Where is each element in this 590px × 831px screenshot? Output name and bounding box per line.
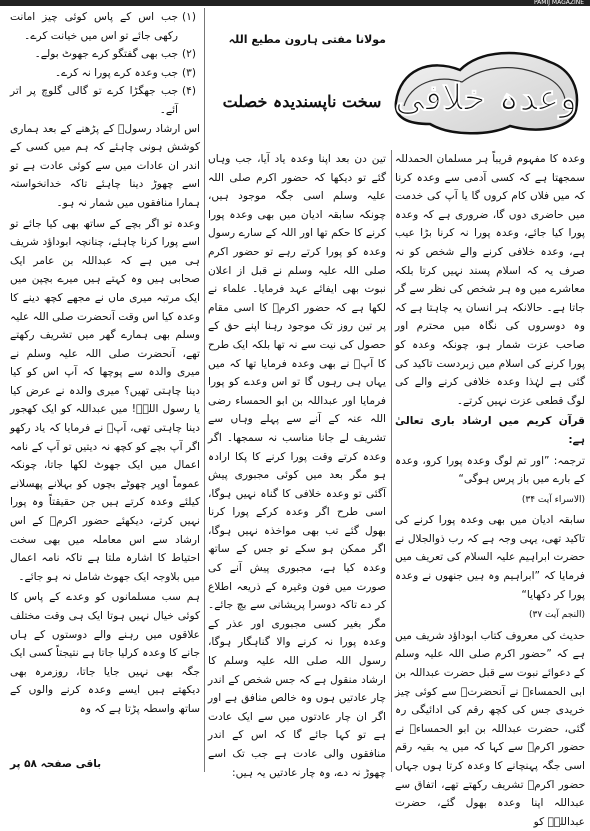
left-column bbox=[10, 8, 200, 772]
paragraph: حدیث کی معروف کتاب ابوداؤد شریف میں ہے کہ ”حضور اکرم صلی اللہ علیہ وسلم کے دعوائے نبوت سے قبل حضرت عبداللہ بن ابی الحمساءؓ نے آنحضرتؐ سے کوئی چیز خریدی جس کی کچھ رقم کی ادائیگی رہ گئی، حضرت عبداللہ بن ابو الحمساءؓ نے حضور اکرمؐ سے کہا کہ میں یہ بقیہ رقم اسی جگہ پہنچانے کا وعدہ کرتا ہوں جہاں حضور اکرمؐ تشریف رکھتے تھے، اتفاق سے عبداللہ اپنا وعدہ بھول گئے، حضرت عبداللہؓ کو bbox=[395, 629, 585, 828]
column-divider bbox=[391, 150, 392, 772]
list-number: (۲) bbox=[182, 48, 196, 61]
article-subtitle: سخت ناپسندیدہ خصلت bbox=[222, 92, 382, 111]
list-text: جب وعدہ کرے پورا نہ کرے۔ bbox=[54, 66, 178, 79]
list-text: جب اس کے پاس کوئی چیز امانت رکھی جائے تو اس میں خیانت کرے۔ bbox=[10, 11, 178, 42]
quran-translation: ترجمہ: ”اور تم لوگ وعدہ پورا کرو، وعدہ کے بارے میں باز پرس ہوگی“ bbox=[395, 454, 585, 486]
list-item bbox=[10, 64, 200, 83]
continued-on-page: باقی صفحہ ۵۸ پر bbox=[10, 758, 102, 770]
paragraph: وعدہ تو اگر بچے کے ساتھ بھی کیا جائے تو اسے پورا کرنا چاہئے، چنانچہ ابوداؤد شریف ہی میں ہے کہ عبداللہ بن عامر ایک صحابی ہیں وہ کہتے ہیں میرے بچپن میں ایک مرتبہ میری ماں نے مجھے کچھ دینے کا وعدہ کیا اس وقت آنحضرت صلی اللہ علیہ وسلم بھی ہمارے گھر میں تشریف رکھتے تھے، آنحضرت صلی اللہ علیہ وسلم نے میری والدہ سے پوچھا کہ آپ اس کو کیا دینا چاہتی تھیں؟ میری والدہ نے عرض کیا یا رسول اللہؐ! میں عبداللہ کو ایک کھجور دینا چاہتی تھی، آپؐ نے فرمایا کہ یاد رکھو اگر آپ بچے کو کچھ نہ دیتیں تو آپ کے نامہ اعمال میں ایک جھوٹ لکھا جاتا، چونکہ عموماً اوپر چھوٹے بچوں کو بہلانے پھسلانے کیلئے وعدہ کرتے ہیں جن حقیقتاً وہ پورا نہیں کرتے، دیکھئے حضور اکرمؐ کے اس ارشاد سے اس معاملہ میں بھی سخت احتیاط کا اشارہ ملتا ہے تاکہ نامہ اعمال میں بلاوجہ ایک جھوٹ شامل نہ ہو جائے۔ bbox=[10, 217, 200, 583]
quran-reference: (الاسراء آیت ۳۴) bbox=[521, 494, 585, 505]
author-name: مولانا مفتی ہارون مطیع اللہ bbox=[228, 33, 386, 46]
title-text: وعدہ خلافی bbox=[394, 77, 578, 119]
list-number: (۴) bbox=[182, 85, 196, 98]
header-strip bbox=[0, 0, 590, 6]
paragraph: اس ارشاد رسولؐ کے پڑھنے کے بعد ہماری کوشش ہونی چاہئے کہ ہم میں کسی کے اندر ان عادات میں سے کوئی عادت ہے تو اسے چھوڑ دینا چاہئے تاکہ خدانخواستہ ہمارا منافقوں میں شمار نہ ہو۔ bbox=[10, 122, 200, 209]
paragraph: وعدہ کا مفہوم قریباً ہر مسلمان الحمدللہ سمجھتا ہے کہ کسی آدمی سے وعدہ کرنا کہ میں فلاں کام کروں گا یا آپ کی خدمت میں حاضری دوں گا، ضروری ہے کہ وعدہ پورا کیا جائے، وعدہ پورا نہ کرنا بڑا عیب ہے، وعدہ خلافی کرنے والے شخص کو نہ صرف یہ کہ اسلام پسند نہیں کرتا بلکہ معاشرے میں وہ ہر شخص کی نظر سے گر جاتا ہے۔ حالانکہ ہر انسان یہ چاہتا ہے کہ وہ دوسروں کی نگاہ میں محترم اور صاحب عزت شمار ہو، چونکہ وعدہ کو پورا کرنے کی اسلام میں زبردست تاکید کی گئی ہے لہٰذا وعدہ خلافی کرنے والے کی لوگ قطعی عزت نہیں کرتے۔ bbox=[395, 153, 585, 407]
paragraph: ہم سب مسلمانوں کو وعدے کے پاس کا کوئی خیال نہیں ہوتا ایک ہی وقت مختلف علاقوں میں رہنے والے دوستوں کے ہاں جانے کا وعدہ کرلیا جاتا ہے نتیجتاً کسی ایک جگہ بھی نہیں جایا جاتا، روزمرہ بھی دیکھتے ہیں ایسے وعدہ کرنے والوں کے ساتھ واسطہ پڑتا ہے کہ وہ bbox=[10, 591, 200, 715]
list-number: (۱) bbox=[182, 11, 196, 23]
right-column bbox=[395, 150, 585, 828]
paragraph: سابقہ ادیان میں بھی وعدہ پورا کرنے کی تاکید تھی، یہی وجہ ہے کہ رب ذوالجلال نے حضرت ابراہیم علیہ السلام کی تعریف میں فرمایا کہ ”ابراہیم وہ ہیں جنھوں نے وعدہ پورا کر دکھایا“ bbox=[395, 514, 585, 601]
list-item bbox=[10, 45, 200, 64]
quran-intro: قرآن کریم میں ارشاد باری تعالیٰ ہے: bbox=[395, 415, 585, 446]
list-number: (۳) bbox=[182, 66, 196, 79]
quran-reference: (النجم آیت ۳۷) bbox=[528, 610, 585, 621]
article-title bbox=[390, 40, 585, 140]
list-item bbox=[10, 8, 200, 45]
list-text: جب بھی گفتگو کرے جھوٹ بولے۔ bbox=[34, 48, 178, 61]
middle-column bbox=[208, 150, 386, 779]
column-divider bbox=[204, 8, 205, 772]
header-text: PAMIJ MAGAZINE bbox=[533, 0, 584, 6]
paragraph: تین دن بعد اپنا وعدہ یاد آیا، جب وہاں گئے تو دیکھا کہ حضور اکرم صلی اللہ علیہ وسلم اسی جگہ موجود ہیں، چونکہ سابقہ ادیان میں بھی وعدہ پورا کرنے کا حکم تھا اور اللہ کے سارے رسول وعدہ کو پورا کرتے رہے تو حضور اکرم صلی اللہ علیہ وسلم نے قبل از اعلان نبوت بھی ایفائے عہد فرمایا۔ علماء نے لکھا ہے کہ حضور اکرمؐ کا اسی مقام پر تین روز تک موجود رہنا اپنے حق کے حصول کی نیت سے نہ تھا بلکہ ایک طرح کا آپؐ نے بھی وعدہ فرمایا تھا کہ میں یہاں ہی رہوں گا تو اس وعدے کو پورا فرمایا اور عبداللہ بن ابو الحمساء رضی اللہ عنہ کے آنے سے پہلے وہاں سے تشریف لے جانا مناسب نہ سمجھا۔ اگر وعدہ کرتے وقت پورا کرنے کا پکا ارادہ ہو مگر بعد میں کوئی مجبوری پیش آگئی تو وعدہ خلافی کا گناہ نہیں ہوگا، اسی طرح اگر وعدہ کرکے پورا کرنا بھول گئے تب بھی مواخذہ نہیں ہوگا، اگر ممکن ہو سکے تو جس کے ساتھ وعدہ کیا ہے، مجبوری پیش آنے کی صورت میں فون وغیرہ کے ذریعہ اطلاع کر دے تاکہ دوسرا پریشانی سے بچ جائے۔ مگر بغیر کسی مجبوری اور عذر کے وعدہ پورا نہ کرنے والا گناہگار ہوگا، رسول اللہ صلی اللہ علیہ وسلم کا ارشاد منقول ہے کہ جس شخص کے اندر چار عادتیں ہوں وہ خالص منافق ہے اور اگر ان چار عادتوں میں سے ایک عادت ہے تو کہا جائے گا کہ اس کے اندر منافقوں والی عادت ہے جب تک اسے چھوڑ نہ دے، وہ چار عادتیں یہ ہیں: bbox=[208, 153, 386, 779]
list-text: جب جھگڑا کرے تو گالی گلوچ پر اتر آئے۔ bbox=[10, 85, 178, 116]
list-item bbox=[10, 82, 200, 119]
title-calligraphy-graphic bbox=[390, 40, 585, 140]
